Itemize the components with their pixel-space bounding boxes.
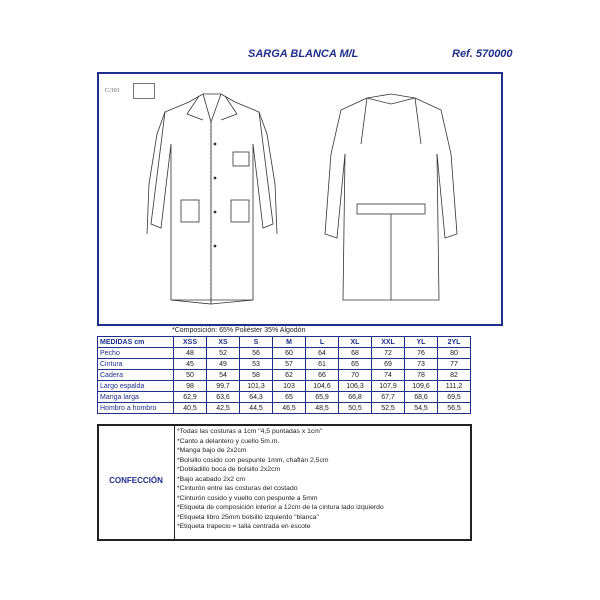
table-cell: 66,8 xyxy=(339,392,372,403)
table-cell: 101,3 xyxy=(240,381,273,392)
table-cell: 68,6 xyxy=(405,392,438,403)
list-item: *Bajo acabado 2x2 cm xyxy=(177,475,246,483)
list-item: *Etiqueta de composición interior a 12cm de la cintura lado izquierdo xyxy=(177,504,384,511)
table-cell: 63,6 xyxy=(207,392,240,403)
table-cell: 54 xyxy=(207,370,240,381)
confection-list xyxy=(177,427,384,532)
model-code-label: C/101 xyxy=(105,88,120,94)
table-row xyxy=(98,381,471,392)
table-cell: 67,7 xyxy=(372,392,405,403)
table-cell: 104,6 xyxy=(306,381,339,392)
divider xyxy=(174,426,175,539)
table-cell: 44,5 xyxy=(240,403,273,414)
back-coat-drawing xyxy=(325,94,457,300)
technical-drawing-panel xyxy=(97,72,503,326)
size-chart-table xyxy=(97,336,471,414)
table-cell: 78 xyxy=(405,370,438,381)
reference-number: Ref. 570000 xyxy=(452,48,513,60)
row-label: Cintura xyxy=(98,359,174,370)
table-cell: 69,5 xyxy=(438,392,471,403)
table-cell: 64 xyxy=(306,348,339,359)
table-cell: 68 xyxy=(339,348,372,359)
size-col-header: XS xyxy=(207,337,240,348)
table-cell: 45 xyxy=(174,359,207,370)
table-cell: 48,5 xyxy=(306,403,339,414)
document-title: SARGA BLANCA M/L xyxy=(248,48,359,60)
table-cell: 56 xyxy=(240,348,273,359)
table-row xyxy=(98,392,471,403)
table-cell: 57 xyxy=(273,359,306,370)
list-item: *Dobladillo boca de bolsillo 2x2cm xyxy=(177,466,281,473)
table-cell: 48 xyxy=(174,348,207,359)
table-cell: 65 xyxy=(273,392,306,403)
front-coat-drawing xyxy=(147,94,277,304)
size-col-header: M xyxy=(273,337,306,348)
size-col-header: XSS xyxy=(174,337,207,348)
list-item: *Todas las costuras a 1cm "4,5 puntadas x 1cm" xyxy=(177,428,323,435)
list-item: *Manga bajo de 2x2cm xyxy=(177,447,247,454)
table-row xyxy=(98,359,471,370)
size-col-header: L xyxy=(306,337,339,348)
table-cell: 64,3 xyxy=(240,392,273,403)
table-cell: 98 xyxy=(174,381,207,392)
table-cell: 52,5 xyxy=(372,403,405,414)
table-row xyxy=(98,348,471,359)
table-cell: 72 xyxy=(372,348,405,359)
size-header-row xyxy=(98,337,471,348)
table-cell: 106,3 xyxy=(339,381,372,392)
table-cell: 46,5 xyxy=(273,403,306,414)
list-item: *Cinturón cosido y vuelto con pespunte a 5mm xyxy=(177,494,318,502)
list-item: *Bolsillo cosido con pespunte 1mm, chaflán 2,5cm xyxy=(177,456,329,464)
table-cell: 82 xyxy=(438,370,471,381)
table-cell: 58 xyxy=(240,370,273,381)
list-item: *Etiqueta libro 25mm bolsillo izquierdo "blanca" xyxy=(177,513,319,521)
table-cell: 56,5 xyxy=(438,403,471,414)
table-cell: 53 xyxy=(240,359,273,370)
table-cell: 61 xyxy=(306,359,339,370)
row-label: Largo espalda xyxy=(98,381,174,392)
table-cell: 54,5 xyxy=(405,403,438,414)
table-row xyxy=(98,403,471,414)
fabric-composition: *Composición: 65% Poliéster 35% Algodón xyxy=(172,327,306,334)
list-item: *Cinturón entre las costuras del costado xyxy=(177,485,298,492)
table-cell: 109,6 xyxy=(405,381,438,392)
table-cell: 99,7 xyxy=(207,381,240,392)
list-item: *Etiqueta trapecio = talla centrada en escote xyxy=(177,523,311,530)
table-cell: 73 xyxy=(405,359,438,370)
row-label: Cadera xyxy=(98,370,174,381)
table-cell: 65,9 xyxy=(306,392,339,403)
table-cell: 52 xyxy=(207,348,240,359)
measurements-header: MEDIDAS cm xyxy=(98,337,174,348)
table-cell: 50,5 xyxy=(339,403,372,414)
table-cell: 80 xyxy=(438,348,471,359)
table-cell: 107,9 xyxy=(372,381,405,392)
table-row xyxy=(98,370,471,381)
coat-drawings xyxy=(99,74,505,328)
table-cell: 60 xyxy=(273,348,306,359)
size-col-header: XXL xyxy=(372,337,405,348)
table-cell: 40,5 xyxy=(174,403,207,414)
table-cell: 49 xyxy=(207,359,240,370)
row-label: Pecho xyxy=(98,348,174,359)
size-col-header: YL xyxy=(405,337,438,348)
table-cell: 70 xyxy=(339,370,372,381)
size-col-header: 2YL xyxy=(438,337,471,348)
row-label: Manga larga xyxy=(98,392,174,403)
table-cell: 66 xyxy=(306,370,339,381)
list-item: *Canto a delantero y cuello 5m.m. xyxy=(177,437,280,445)
table-cell: 103 xyxy=(273,381,306,392)
table-cell: 111,2 xyxy=(438,381,471,392)
table-cell: 69 xyxy=(372,359,405,370)
row-label: Hombro a hombro xyxy=(98,403,174,414)
table-cell: 65 xyxy=(339,359,372,370)
table-cell: 77 xyxy=(438,359,471,370)
size-col-header: XL xyxy=(339,337,372,348)
confection-label: CONFECCIÓN xyxy=(109,476,163,485)
table-cell: 50 xyxy=(174,370,207,381)
confection-panel xyxy=(97,424,472,541)
table-cell: 76 xyxy=(405,348,438,359)
front-buttons xyxy=(214,143,217,248)
table-cell: 62,9 xyxy=(174,392,207,403)
table-cell: 42,5 xyxy=(207,403,240,414)
table-cell: 74 xyxy=(372,370,405,381)
table-cell: 62 xyxy=(273,370,306,381)
size-col-header: S xyxy=(240,337,273,348)
